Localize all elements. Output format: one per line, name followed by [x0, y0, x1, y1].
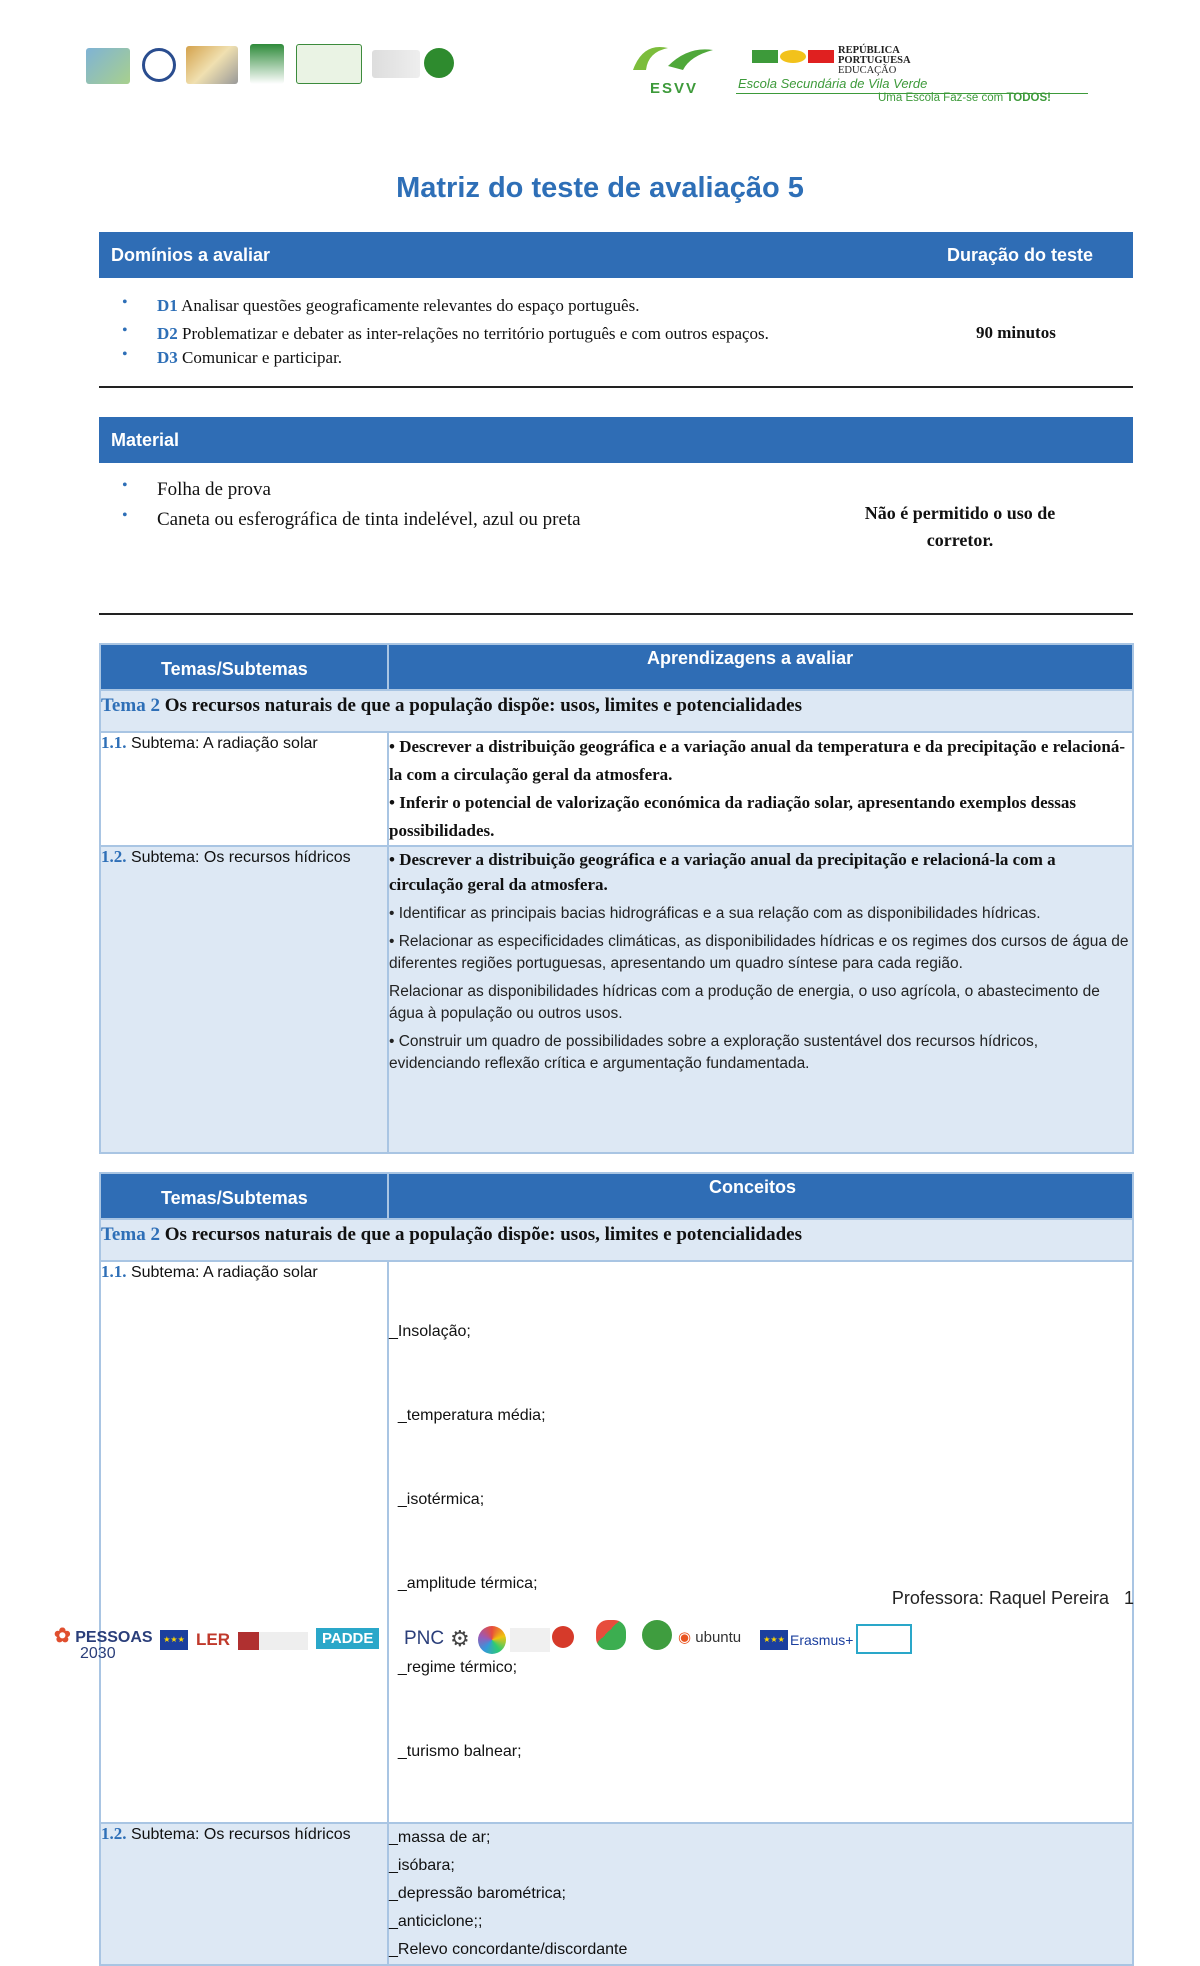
tema-text: Os recursos naturais de que a população dispõe: usos, limites e potencialidades: [159, 695, 802, 716]
gear-logo-icon: ⚙: [450, 1626, 470, 1651]
tema-number: Tema 2: [101, 695, 160, 716]
eu-flag-icon-2: ★★★: [760, 1630, 788, 1650]
material-note: [820, 500, 1100, 554]
conceito-item: _temperatura média;: [389, 1407, 546, 1424]
conceito-item: _isóbara;: [389, 1857, 455, 1874]
col-header-temas-text: Temas/Subtemas: [161, 1188, 308, 1208]
material-header: Material: [111, 430, 180, 450]
colorful-logo-icon: [478, 1626, 506, 1654]
aprendizagens-table: [99, 643, 1134, 1154]
conceito-item: _depressão barométrica;: [389, 1885, 566, 1902]
motto-text: Uma Escola Faz-se com: [878, 92, 1007, 104]
footer-teacher: [892, 1588, 1134, 1609]
subtema-text: Subtema: A radiação solar: [126, 735, 318, 752]
dominio-text: Problematizar e debater as inter-relações no território português e com outros espaços.: [177, 324, 769, 343]
aprendizagens-cell: [388, 732, 1133, 846]
esvv-acronym: ESVV: [650, 80, 699, 97]
subtema-cell: [100, 846, 388, 1153]
conceito-item: _anticiclone;;: [389, 1913, 483, 1930]
aprendizagem-item: • Construir um quadro de possibilidades sobre a exploração sustentável dos recursos hídricos, evidenciando reflexão crítica e argumentação fundamentada.: [389, 1033, 1039, 1072]
dominio-item: [99, 296, 899, 316]
col-header-aprendizagens-text: Aprendizagens a avaliar: [647, 648, 854, 668]
pessoas-icon: ✿: [54, 1625, 71, 1647]
divider: [99, 613, 1133, 615]
material-list: [99, 479, 799, 531]
aprendizagem-item: • Descrever a distribuição geográfica e a variação anual da precipitação e relacioná-la com a circulação geral da atmosfera.: [389, 850, 1056, 894]
leaf-check-icon: [424, 48, 454, 78]
dominio-text: Comunicar e participar.: [177, 348, 343, 367]
aprendizagem-item: • Relacionar as especificidades climáticas, as disponibilidades hídricas e os regimes dos cursos de água de diferentes regiões portuguesas, apresentando um quadro síntese para cada região.: [389, 933, 1129, 972]
conceito-item: _turismo balnear;: [389, 1743, 522, 1760]
subtema-cell: [100, 732, 388, 846]
col-header-aprendizagens: [388, 644, 1133, 690]
col-header-temas: [100, 644, 388, 690]
conceitos-table: [99, 1172, 1134, 1966]
portugal-flag-icon-3: [808, 50, 834, 63]
ubuntu-text: ubuntu: [695, 1629, 742, 1646]
conceito-item: _Insolação;: [389, 1323, 471, 1340]
pnc-logo: PNC: [404, 1628, 445, 1649]
padde-logo: PADDE: [316, 1628, 379, 1649]
table-header-row: [100, 1173, 1133, 1219]
eu-flag-icon: ★★★: [160, 1630, 188, 1650]
tema-text: Os recursos naturais de que a população dispõe: usos, limites e potencialidades: [159, 1224, 802, 1245]
col-header-conceitos: [388, 1173, 1133, 1219]
table-row: [100, 732, 1133, 846]
dominio-code: D2: [157, 324, 178, 343]
portugal-flag-icon: [752, 50, 778, 63]
ubuntu-icon: ◉: [678, 1629, 692, 1646]
conceito-item: _amplitude térmica;: [389, 1575, 538, 1592]
dominio-text: Analisar questões geograficamente relevantes do espaço português.: [177, 296, 640, 315]
portugal-flag-icon-2: [780, 50, 806, 63]
subtema-number: 1.2.: [101, 847, 127, 866]
aprendizagens-cell: [388, 846, 1133, 1153]
dominios-header-bar: [99, 232, 1133, 278]
partner-logo-6: [372, 50, 420, 78]
subtema-text: Subtema: Os recursos hídricos: [126, 1826, 351, 1843]
page-title: Matriz do teste de avaliação 5: [396, 172, 804, 204]
school-name: Escola Secundária de Vila Verde: [738, 76, 928, 91]
pessoas-logo: [54, 1625, 153, 1662]
partner-logo-5: [296, 44, 362, 84]
tema-cell: [100, 690, 1133, 732]
conceito-item: _isotérmica;: [389, 1491, 485, 1508]
subtema-text: Subtema: Os recursos hídricos: [126, 849, 351, 866]
subtema-cell: [100, 1823, 388, 1965]
tema-row: [100, 690, 1133, 732]
conceito-item: _regime térmico;: [389, 1659, 518, 1676]
material-note-line-2: corretor.: [926, 530, 994, 550]
dominio-item: [99, 324, 899, 344]
motto-strong: TODOS!: [1006, 92, 1051, 104]
dominio-code: D1: [157, 296, 178, 315]
bibliotecas-logo: [238, 1632, 308, 1650]
eco-school-logo: [250, 44, 284, 84]
col-header-temas: [100, 1173, 388, 1219]
partner-logo-3: [186, 46, 238, 84]
col-header-temas-text: Temas/Subtemas: [161, 659, 308, 679]
aprendizagem-item: • Inferir o potencial de valorização económica da radiação solar, apresentando exemplos dessas possibilidades.: [389, 793, 1077, 840]
desporto-escolar-icon: [552, 1626, 574, 1648]
divider: [99, 386, 1133, 388]
table-header-row: [100, 644, 1133, 690]
dominios-header: Domínios a avaliar: [111, 245, 271, 265]
partner-logo-2: [142, 48, 176, 82]
republic-line-3: EDUCAÇÃO: [838, 65, 897, 76]
dominio-code: D3: [157, 348, 178, 367]
subtema-number: 1.1.: [101, 733, 127, 752]
ler-logo: LER: [196, 1630, 230, 1649]
material-header-bar: [99, 417, 1133, 463]
pessoas-year: 2030: [80, 1645, 116, 1662]
dominios-list: [99, 296, 899, 368]
tema-cell: [100, 1219, 1133, 1261]
dominio-item: [99, 348, 899, 368]
republic-label: [838, 46, 911, 76]
table-row: [100, 846, 1133, 1153]
subtema-number: 1.2.: [101, 1824, 127, 1843]
subtema-cell: [100, 1261, 388, 1823]
republic-line-1: REPÚBLICA: [838, 45, 900, 56]
partner-logo-end: [856, 1624, 912, 1654]
aprendizagem-item: Relacionar as disponibilidades hídricas com a produção de energia, o uso agrícola, o abastecimento de água à população ou outros usos.: [389, 983, 1100, 1022]
tema-row: [100, 1219, 1133, 1261]
school-motto: [878, 92, 1051, 104]
subtema-text: Subtema: A radiação solar: [126, 1264, 318, 1281]
conceitos-cell: [388, 1823, 1133, 1965]
page-number: 1: [1123, 1588, 1134, 1608]
aprendizagem-item: • Identificar as principais bacias hidrográficas e a sua relação com as disponibilidades hídricas.: [389, 905, 1041, 922]
erasmus-logo: Erasmus+: [790, 1632, 854, 1648]
conceitos-cell: [388, 1261, 1133, 1823]
aprendizagem-item: • Descrever a distribuição geográfica e a variação anual da temperatura e da precipitação e relacioná-la com a circulação geral da atmosfera.: [389, 737, 1126, 784]
material-item: • Caneta ou esferográfica de tinta indelével, azul ou preta: [99, 509, 799, 531]
duration-value: 90 minutos: [976, 323, 1056, 342]
conceito-item: _massa de ar;: [389, 1829, 491, 1846]
partner-logo-footer: [510, 1628, 550, 1652]
republic-line-2: PORTUGUESA: [838, 55, 911, 66]
ubuntu-logo: [678, 1628, 741, 1646]
table-row: [100, 1261, 1133, 1823]
partner-logo-1: [86, 48, 130, 84]
table-row: [100, 1823, 1133, 1965]
pes-logo-icon: [596, 1620, 626, 1650]
pessoas-text: PESSOAS: [75, 1629, 153, 1646]
material-item: • Folha de prova: [99, 479, 799, 501]
col-header-conceitos-text: Conceitos: [709, 1177, 797, 1197]
tema-number: Tema 2: [101, 1224, 160, 1245]
teacher-name: Professora: Raquel Pereira: [891, 1588, 1109, 1608]
subtema-number: 1.1.: [101, 1262, 127, 1281]
ambiente-logo-icon: [642, 1620, 672, 1650]
material-note-line-1: Não é permitido o uso de: [864, 503, 1056, 523]
conceito-item: _Relevo concordante/discordante: [389, 1941, 628, 1958]
duration-header: Duração do teste: [946, 245, 1093, 265]
